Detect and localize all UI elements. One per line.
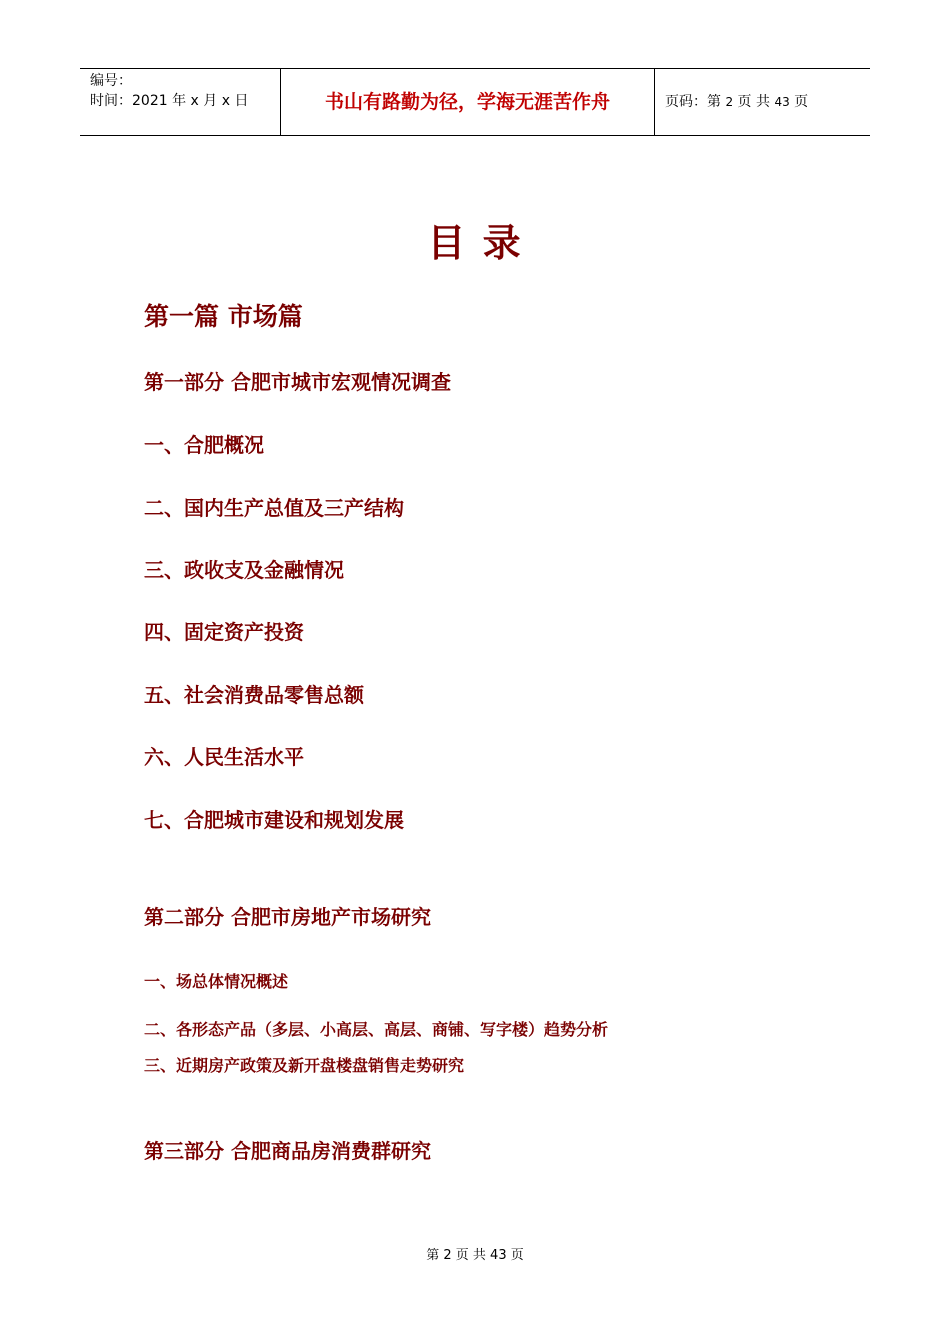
header-page-mid: 页 共 bbox=[733, 94, 775, 110]
header-page-current: 2 bbox=[725, 95, 734, 109]
toc-item: 二、国内生产总值及三产结构 bbox=[144, 496, 404, 520]
header-number-label: 编号： bbox=[90, 73, 132, 89]
toc-item: 三、近期房产政策及新开盘楼盘销售走势研究 bbox=[144, 1056, 465, 1075]
toc-section-title: 第三部分 合肥商品房消费群研究 bbox=[144, 1139, 431, 1163]
header-page-info bbox=[655, 69, 870, 135]
toc-item: 一、合肥概况 bbox=[144, 433, 264, 457]
header-time-label: 时间：2021 年 x 月 x 日 bbox=[90, 93, 249, 109]
header-page-total: 43 bbox=[774, 95, 790, 109]
header-page-suffix: 页 bbox=[789, 94, 809, 110]
toc-item: 三、政收支及金融情况 bbox=[144, 558, 344, 582]
toc-item: 五、社会消费品零售总额 bbox=[144, 683, 364, 707]
header-motto: 书山有路勤为径，学海无涯苦作舟 bbox=[281, 69, 655, 135]
toc-item: 二、各形态产品（多层、小高层、高层、商铺、写字楼）趋势分析 bbox=[144, 1020, 609, 1039]
header-meta-cell bbox=[80, 69, 281, 135]
toc-section-title: 第二部分 合肥市房地产市场研究 bbox=[144, 905, 431, 929]
toc-section-title: 第一部分 合肥市城市宏观情况调查 bbox=[144, 370, 451, 394]
toc-item: 一、场总体情况概述 bbox=[144, 972, 289, 991]
toc-item: 六、人民生活水平 bbox=[144, 745, 304, 769]
header-page-prefix: 页码：第 bbox=[665, 94, 726, 110]
page-title: 目 录 bbox=[427, 220, 523, 265]
page-header bbox=[80, 68, 870, 136]
toc-item: 四、固定资产投资 bbox=[144, 620, 304, 644]
page-footer: 第 2 页 共 43 页 bbox=[426, 1248, 524, 1263]
toc-part-title: 第一篇 市场篇 bbox=[144, 302, 303, 331]
toc-item: 七、合肥城市建设和规划发展 bbox=[144, 808, 404, 832]
